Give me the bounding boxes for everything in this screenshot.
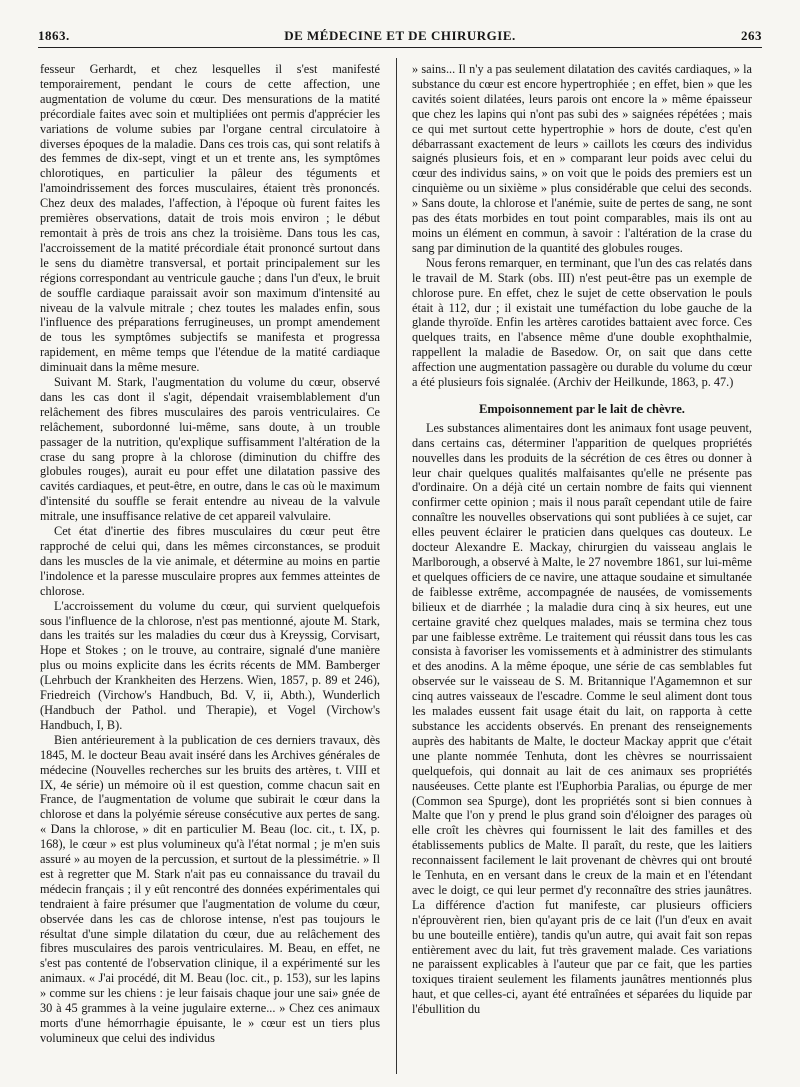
paragraph: Bien antérieurement à la publication de ces derniers travaux, dès 1845, M. le docteur Beau avait inséré dans les Archives générales de médecine (Nouvelles recherches sur les bruits des artères, t. VIII et IX, 4e série) un mémoire où il est question, comme chacun sait en France, de l'augmentation de volume que subirait le cœur dans la chlorose et dans la polyémie séreuse consécutive aux pertes de sang. « Dans la chlorose, » dit en particulier M. Beau (loc. cit., t. IX, p. 168), le cœur » est plus volumineux qu'à l'état normal ; je m'en suis assuré » au moyen de la percussion, et surtout de la plessimétrie. » Il est à regretter que M. Stark n'ait pas eu connaissance du travail du médecin français ; il y eût rencontré des données expérimentales qui tendraient à faire présumer que l'augmentation de volume du cœur, observée dans les cas de chlorose intense, n'est pas toujours le résultat d'une simple dilatation du cœur, due au relâchement des fibres musculaires des parois ventriculaires. M. Beau, en effet, ne s'est pas contenté de l'observation clinique, il a expérimenté sur les animaux. « J'ai procédé, dit M. Beau (loc. cit., p. 153), sur les lapins » comme sur les chiens : je leur faisais chaque jour une sai» gnée de 30 à 45 grammes à la veine jugulaire externe... » Chez ces animaux morts d'une hémorrhagie épuisante, le » cœur est un tiers plus volumineux que celui des individus <box>40 732 380 1045</box>
section-heading: Empoisonnement par le lait de chèvre. <box>479 401 685 416</box>
header-rule <box>38 47 762 48</box>
running-head-title: DE MÉDECINE ET DE CHIRURGIE. <box>284 28 516 43</box>
left-column <box>40 62 380 1074</box>
column-rule <box>396 58 397 1074</box>
running-head <box>38 28 762 46</box>
right-column <box>412 62 752 1074</box>
paragraph: » sains... Il n'y a pas seulement dilatation des cavités cardiaques, » la substance du cœur est encore hypertrophiée ; en effet, bien » que les cavités soient dilatées, leurs parois ont encore la » même épaisseur que chez les lapins qui n'ont pas subi des » saignées répétées ; mais ce qui met surtout cette hypertrophie » hors de doute, c'est qu'en débarrassant exactement de leurs » caillots les cœurs des individus saignés plusieurs fois, et en » comparant leur poids avec celui du cœur des individus sains, » on voit que le poids des premiers est un cinquième ou un sixième » plus considérable que celui des seconds. » Sans doute, la chlorose et l'anémie, suite de pertes de sang, ne sont pas des états morbides en tout point comparables, mais ils ont au moins un élément en commun, à savoir : l'altération de la crase du sang par diminution de la quantité des globules rouges. <box>412 62 752 255</box>
page-number: 263 <box>741 28 762 43</box>
paragraph: Nous ferons remarquer, en terminant, que l'un des cas relatés dans le travail de M. Stark (obs. III) n'est peut-être pas un exemple de chlorose pure. En effet, chez le sujet de cette observation le pouls était à 112, dur ; il existait une tuméfaction du lobe gauche de la glande thyroïde. Enfin les artères carotides battaient avec force. Ces quelques traits, en l'absence même d'une double exophthalmie, rappellent la maladie de Basedow. Or, on sait que dans cette affection une augmentation passagère ou durable du volume du cœur a été plusieurs fois signalée. (Archiv der Heilkunde, 1863, p. 47.) <box>412 255 752 390</box>
paragraph: fesseur Gerhardt, et chez lesquelles il s'est manifesté temporairement, pendant le cours de cette affection, une augmentation de volume du cœur. Des mensurations de la matité précordiale faites avec soin et multipliées ont permis d'apprécier les variations de volume subies par l'organe central circulatoire à diverses époques de la maladie. Dans ces trois cas, qui sont relatifs à des femmes de dix-sept, vingt et un et trente ans, les symptômes chlorotiques, en particulier la pâleur des téguments et l'amoindrissement des forces musculaires, étaient très prononcés. Chez deux des malades, l'affection, à l'époque où furent faites les premières observations, datait de trois mois environ ; le début remontait à près de trois ans chez la troisième. Dans tous les cas, l'accroissement de la matité précordiale était prononcé surtout dans le sens du diamètre transversal, et portait principalement sur les régions correspondant au ventricule gauche ; dans l'un d'eux, le bruit de souffle cardiaque paraissait avoir son maximum d'intensité au niveau de la valvule mitrale ; chez toutes les malades enfin, sous l'influence des préparations ferrugineuses, un prompt amendement de tous les symptômes subjectifs se manifesta et progressa rapidement, en même temps que l'étendue de la matité cardiaque diminuait dans la même mesure. <box>40 62 380 375</box>
paragraph: Cet état d'inertie des fibres musculaires du cœur peut être rapproché de celui qui, dans les mêmes circonstances, se produit dans les muscles de la vie animale, et détermine au moins en partie l'indolence et la paresse musculaire propres aux femmes atteintes de chlorose. <box>40 524 380 598</box>
paragraph: Les substances alimentaires dont les animaux font usage peuvent, dans certains cas, déterminer l'apparition de quelques propriétés nouvelles dans les produits de la sécrétion de ces êtres ou donner à leur chair quelques qualités malfaisantes qu'elle ne présente pas d'ordinaire. On a déjà cité un certain nombre de faits qui viennent confirmer cette opinion ; mais il nous paraît cependant utile de faire connaître les nouvelles observations qui sont publiées à ce sujet, car elles peuvent éclairer le praticien dans quelques cas douteux. Le docteur Alexandre E. Mackay, chirurgien du vaisseau anglais le Marlborough, a observé à Malte, le 27 novembre 1861, sur lui-même et quelques officiers de ce navire, une attaque soudaine et simultanée de faiblesse extrême, accompagnée de nausées, de vomissements bilieux et de diarrhée ; la maladie dura cinq à six heures, eut une certaine gravité chez quelques malades, mais se termina chez tous par une faiblesse extrême. Le traitement qui réussit dans tous les cas consista à favoriser les vomissements et à administrer des stimulants et des anodins. A la même époque, une série de cas semblables fut observée sur le vaisseau de S. M. Britannique l'Agamemnon et sur cinq autres vaisseaux de l'escadre. Comme le seul aliment dont tous les malades eussent fait usage était du lait, on rapporta à cette substance les accidents observés. En prenant des renseignements auprès des habitants de Malte, le docteur Mackay apprit que c'était une plante nommée Tenhuta, dont les chèvres se nourrissaient quelquefois, qui donnait au lait de ces animaux ses propriétés nauséeuses. Cette plante est l'Euphorbia Paralias, ou épurge de mer (Common sea Spurge), dont les propriétés sont si bien connues à Malte que l'on y prend le plus grand soin d'éloigner des parages où elle croît les chèvres qui fournissent le lait des familles et des établissements publics de Malte. Il paraît, du reste, que les laitiers reconnaissent facilement le lait provenant de chèvres qui ont brouté le Tenhuta, en en versant dans le creux de la main et en l'étendant avec le doigt, ce qui leur permet d'y reconnaître des stries jaunâtres. La différence d'action fut manifeste, car plusieurs officiers n'éprouvèrent rien, bien qu'ayant pris de ce lait (l'un d'eux en avait bu une bouteille entière), tandis qu'un autre, qui avait fait son repas entièrement avec du lait, fut très gravement malade. Ces variations ne paraissent explicables à l'auteur que par ce fait, que les parties toxiques tiraient seulement les filaments jaunâtres mentionnés plus haut, et que celles-ci, ayant été entraînées et séparées du liquide par l'ébullition du <box>412 420 752 1017</box>
running-head-year: 1863. <box>38 28 70 43</box>
paragraph: Suivant M. Stark, l'augmentation du volume du cœur, observé dans les cas dont il s'agit, dépendait vraisemblablement d'un relâchement des fibres musculaires des parois ventriculaires. Ce relâchement, subordonné lui-même, sans doute, à un trouble passager de la nutrition, qu'explique suffisamment l'altération de la crase du sang propre à la chlorose (diminution du chiffre des globules rouges), aurait eu pour effet une dilatation passive des cavités cardiaques, et peut-être, en outre, dans le cas où le maximum d'intensité du souffle se ferait entendre au niveau de la valvule mitrale, une insuffisance relative de cet appareil valvulaire. <box>40 375 380 524</box>
paragraph: L'accroissement du volume du cœur, qui survient quelquefois sous l'influence de la chlorose, n'est pas mentionné, ajoute M. Stark, dans les traités sur les maladies du cœur dus à Kreyssig, Corvisart, Hope et Stokes ; on le trouve, au contraire, signalé d'une manière plus ou moins explicite dans les écrits récents de MM. Bamberger (Lehrbuch der Krankheiten des Herzens. Wien, 1857, p. 89 et 246), Friedreich (Virchow's Handbuch, Bd. V, ii, Abth.), Wunderlich (Handbuch der Pathol. und Therapie), et Vogel (Virchow's Handbuch, I, B). <box>40 598 380 732</box>
